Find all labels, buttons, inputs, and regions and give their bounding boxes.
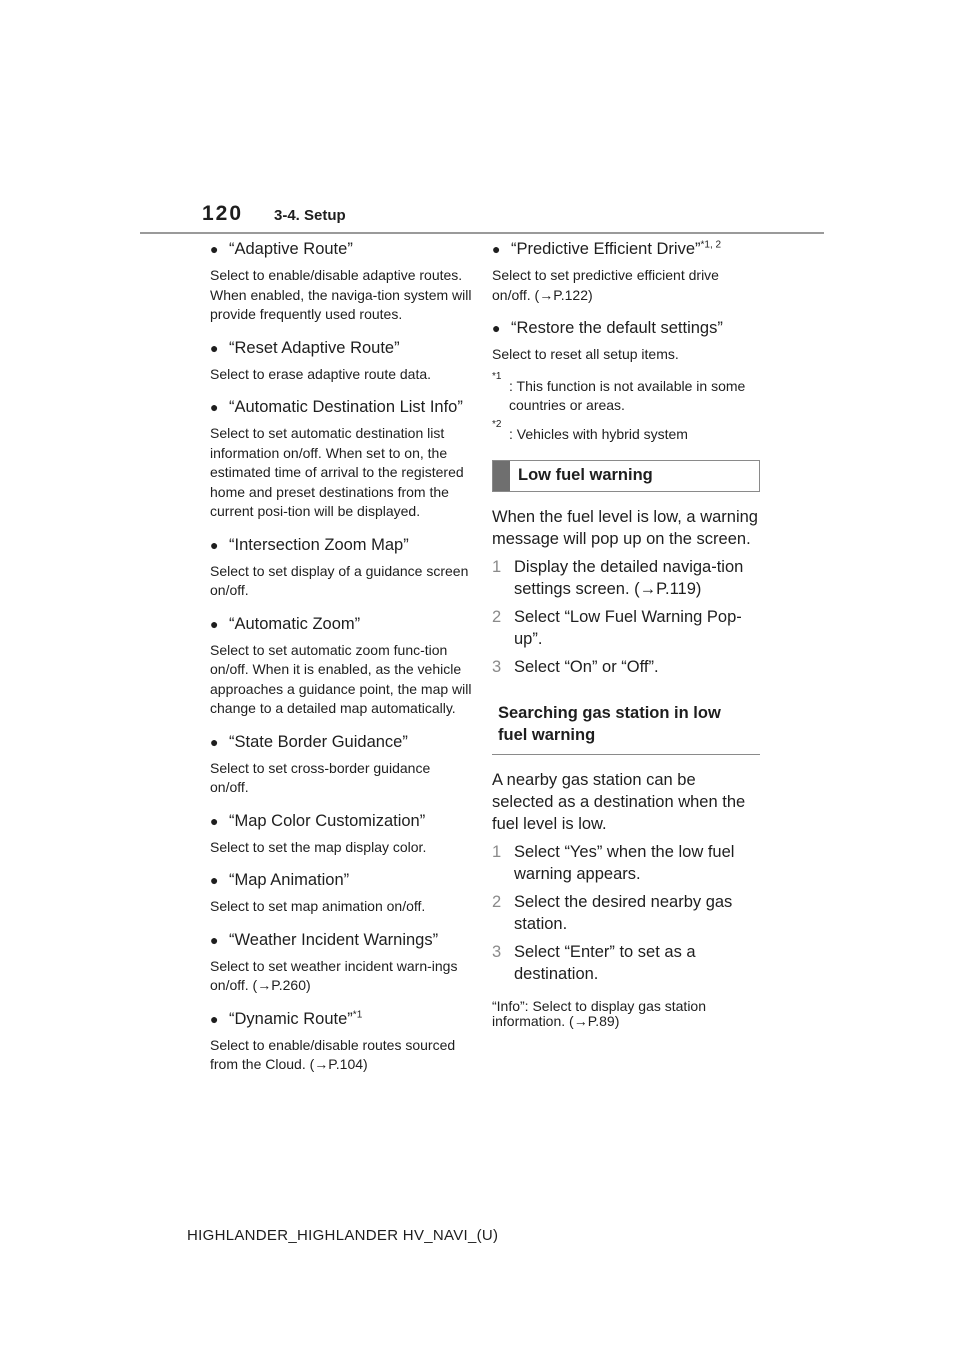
bullet-icon: ● [492,320,501,336]
setting-title [210,731,472,753]
setting-description: Select to set display of a guidance screen on/off. [210,562,469,598]
footnote-text: : This function is not available in some countries or areas. [509,377,746,413]
bullet-icon: ● [210,931,219,948]
footnote-text: : Vehicles with hybrid system [509,425,688,442]
setting-name: “Restore the default settings” [511,319,723,337]
step-item [492,656,760,678]
footnote: *1 : This function is not available in some countries or areas. [492,370,746,413]
setting-name: “Adaptive Route” [229,240,353,258]
step-text: Select “Enter” to set as a destination. [514,943,696,983]
step-item [492,606,760,650]
setting-name: “Weather Incident Warnings” [229,930,439,949]
info-note: “Info”: Select to display gas station information. (→P.89) [492,998,706,1029]
low-fuel-heading [492,460,760,492]
step-item [492,556,760,600]
setting-item [210,396,472,522]
step-number: 1 [492,558,502,576]
setting-description: Select to set map animation on/off. [210,898,426,914]
setting-description: Select to set weather incident warn-ings on/off. (→P.260) [210,957,458,993]
setting-title [210,1008,472,1030]
document-footer: HIGHLANDER_HIGHLANDER HV_NAVI_(U) [187,1227,499,1244]
setting-list [210,238,472,1075]
setting-title [210,929,472,951]
footnotes [492,370,760,445]
bullet-icon: ● [492,241,501,257]
setting-description: Select to reset all setup items. [492,346,679,362]
setting-title [210,613,472,635]
step-number: 2 [492,893,502,911]
page-number: 120 [202,202,244,225]
bullet-icon: ● [210,399,219,415]
step-text: Select “On” or “Off”. [514,658,659,676]
footnote-ref: *1, 2 [700,239,722,251]
setting-item [492,317,760,365]
setting-item [210,1008,472,1075]
setting-description: Select to set automatic zoom func-tion on/off. When it is enabled, as the vehicle approaches a guidance point, the map will change to a detailed map automatically. [210,641,472,716]
bullet-icon: ● [210,812,219,829]
setting-name: “Automatic Zoom” [229,614,361,633]
setting-item [210,613,472,719]
setting-title [210,534,472,556]
step-number: 2 [492,608,502,626]
setting-name: “Reset Adaptive Route” [229,338,400,357]
bullet-icon: ● [210,241,219,257]
step-item [492,891,760,935]
setting-title [210,337,472,359]
footnote: *2 : Vehicles with hybrid system [492,418,688,442]
bullet-icon: ● [210,339,219,356]
step-text: Select “Low Fuel Warning Pop-up”. [514,608,742,648]
setting-title [492,238,760,260]
setting-name: “Dynamic Route” [229,1009,353,1028]
setting-name: “Intersection Zoom Map” [229,535,409,554]
bullet-icon: ● [210,615,219,632]
setting-item [210,337,472,385]
setting-title [210,238,472,260]
step-number: 3 [492,658,502,676]
setting-list-continued [492,238,760,365]
setting-title [492,317,760,339]
step-item [492,941,760,985]
setting-description: Select to set automatic destination list information on/off. When set to on, the estimated time of arrival to the registered home and preset destinations from the current posi-tion will be displayed. [210,425,464,519]
setting-description: Select to enable/disable routes sourced from the Cloud. (→P.104) [210,1036,456,1072]
section-title: 3-4. Setup [274,207,346,224]
setting-title [210,396,472,418]
bullet-icon: ● [210,536,219,553]
left-column [210,238,472,1087]
setting-description: Select to enable/disable adaptive routes. When enabled, the naviga-tion system will provide frequently used routes. [210,267,472,322]
page-header [140,202,824,234]
right-column [492,238,760,1029]
setting-item [210,810,472,858]
setting-title [210,810,472,832]
setting-name: “Map Animation” [229,871,350,889]
step-item [492,841,760,885]
heading-bar [493,461,510,491]
step-number: 3 [492,943,502,961]
bullet-icon: ● [210,872,219,888]
step-text: Select the desired nearby gas station. [514,893,733,933]
bullet-icon: ● [210,733,219,750]
setting-description: Select to erase adaptive route data. [210,365,432,382]
setting-item [210,238,472,325]
low-fuel-heading-text: Low fuel warning [518,466,653,484]
step-number: 1 [492,843,502,861]
low-fuel-steps [492,556,760,678]
setting-description: Select to set the map display color. [210,838,427,855]
setting-name: “Predictive Efficient Drive” [511,240,701,258]
gas-station-heading: Searching gas station in low fuel warning [492,696,760,755]
step-text: Display the detailed naviga-tion settings screen. (→P.119) [514,558,744,598]
setting-item [210,929,472,996]
setting-name: “Automatic Destination List Info” [229,398,463,416]
footnote-ref: *1 [352,1009,363,1020]
gas-station-intro: A nearby gas station can be selected as a destination when the fuel level is low. [492,771,746,833]
setting-item [492,238,760,305]
setting-item [210,731,472,798]
setting-description: Select to set cross-border guidance on/off. [210,759,431,795]
low-fuel-intro: When the fuel level is low, a warning message will pop up on the screen. [492,508,758,548]
setting-title [210,869,472,891]
setting-name: “State Border Guidance” [229,732,408,751]
setting-item [210,534,472,601]
setting-description: Select to set predictive efficient drive on/off. (→P.122) [492,267,719,303]
setting-name: “Map Color Customization” [229,811,426,830]
step-text: Select “Yes” when the low fuel warning appears. [514,843,735,883]
setting-item [210,869,472,917]
header-divider [140,232,824,234]
bullet-icon: ● [210,1010,219,1027]
gas-station-steps [492,841,760,985]
